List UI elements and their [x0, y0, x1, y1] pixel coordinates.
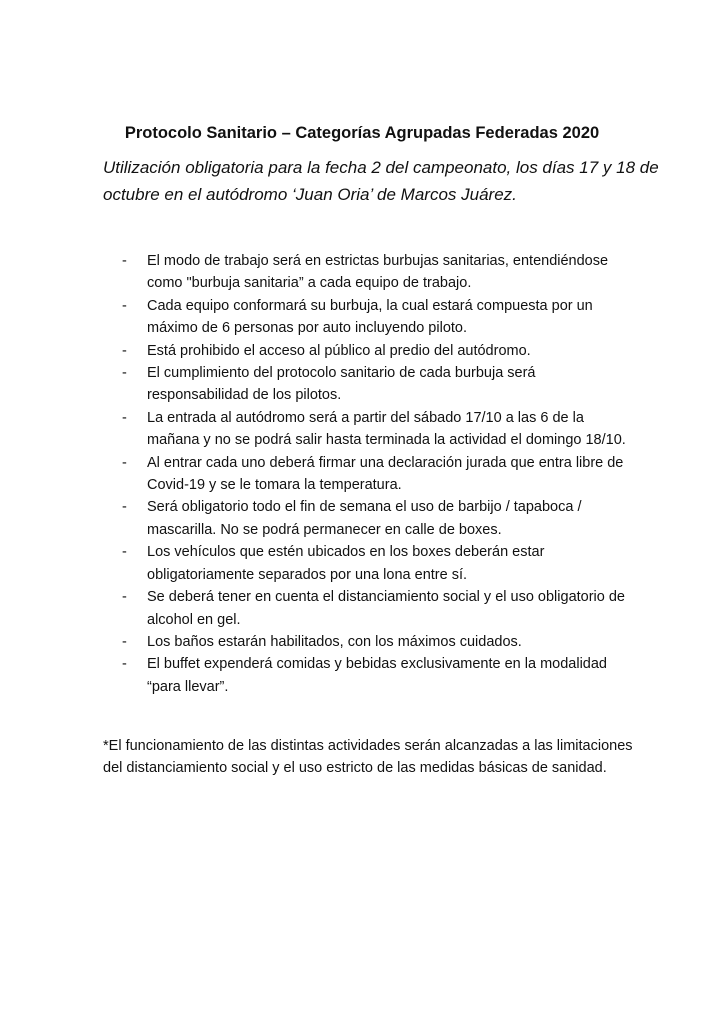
rule-text: Los vehículos que estén ubicados en los boxes deberán estar obligatoriamente separados por una lona entre sí.: [147, 544, 545, 583]
bullet-dash: -: [122, 454, 127, 471]
bullet-dash: -: [122, 342, 127, 359]
rule-text: Será obligatorio todo el fin de semana el uso de barbijo / tapaboca / mascarilla. No se podrá permanecer en calle de boxes.: [147, 499, 582, 538]
bullet-dash: -: [122, 589, 127, 606]
bullet-dash: -: [122, 544, 127, 561]
bullet-dash: -: [122, 365, 127, 382]
list-item: [122, 631, 634, 653]
bullet-dash: -: [122, 297, 127, 314]
rule-text: Los baños estarán habilitados, con los máximos cuidados.: [147, 633, 522, 650]
list-item: [122, 407, 634, 452]
list-item: [122, 541, 634, 586]
list-item: [122, 295, 634, 340]
rule-text: El modo de trabajo será en estrictas burbujas sanitarias, entendiéndose como "burbuja sanitaria” a cada equipo de trabajo.: [147, 253, 609, 292]
rule-text: Cada equipo conformará su burbuja, la cual estará compuesta por un máximo de 6 personas por auto incluyendo piloto.: [147, 297, 593, 337]
bullet-dash: -: [122, 253, 127, 269]
bullet-dash: -: [122, 409, 127, 426]
rule-text: El buffet expenderá comidas y bebidas exclusivamente en la modalidad “para llevar”.: [147, 656, 607, 695]
bullet-dash: -: [122, 499, 127, 516]
footnote: *El funcionamiento de las distintas actividades serán alcanzadas a las limitaciones del distanciamiento social y el uso estricto de las medidas básicas de sanidad.: [103, 738, 633, 777]
list-item: [122, 653, 634, 698]
rules-list: [122, 250, 634, 698]
rule-text: Al entrar cada uno deberá firmar una declaración jurada que entra libre de Covid-19 y se le tomara la temperatura.: [147, 454, 624, 494]
rule-text: Se deberá tener en cuenta el distanciamiento social y el uso obligatorio de alcohol en gel.: [147, 589, 625, 628]
rule-text: El cumplimiento del protocolo sanitario de cada burbuja será responsabilidad de los pilotos.: [147, 365, 536, 404]
document-title: Protocolo Sanitario – Categorías Agrupadas Federadas 2020: [124, 124, 600, 142]
list-item: [122, 340, 634, 362]
list-item: [122, 250, 634, 295]
bullet-dash: -: [122, 656, 127, 673]
list-item: [122, 452, 634, 497]
list-item: [122, 496, 634, 541]
rule-text: La entrada al autódromo será a partir del sábado 17/10 a las 6 de la mañana y no se podrá salir hasta terminada la actividad el domingo 18/10.: [147, 409, 626, 449]
bullet-dash: -: [122, 633, 127, 650]
rule-text: Está prohibido el acceso al público al predio del autódromo.: [147, 342, 531, 359]
list-item: [122, 586, 634, 631]
list-item: [122, 362, 634, 407]
document-subtitle: Utilización obligatoria para la fecha 2 del campeonato, los días 17 y 18 de octubre en el autódromo ‘Juan Oria’ de Marcos Juárez.: [103, 158, 659, 204]
